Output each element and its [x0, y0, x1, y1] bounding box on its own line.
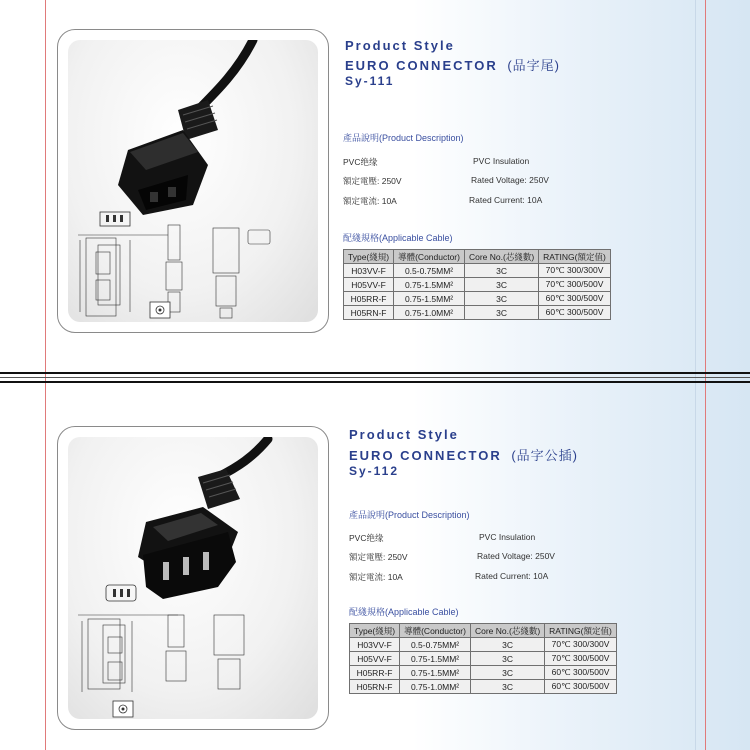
- table-cell: H05VV-F: [344, 278, 394, 292]
- left-margin-line: [45, 0, 46, 750]
- table-cell: 3C: [464, 292, 538, 306]
- product-name-cn: (品字尾): [507, 58, 561, 73]
- cable-spec-title: 配綫規格(Applicable Cable): [343, 233, 453, 243]
- table-cell: 0.75-1.0MM²: [400, 680, 471, 694]
- desc-row-en: Rated Voltage: 250V: [471, 175, 549, 185]
- table-row: [344, 264, 611, 278]
- table-row: [350, 652, 617, 666]
- cable-spec-table: [349, 623, 617, 694]
- female-connector-illustration: [68, 40, 318, 322]
- cable-spec-title: 配綫規格(Applicable Cable): [349, 607, 459, 617]
- right-inner-line: [695, 0, 696, 750]
- desc-row-cn: PVC绝缘: [349, 533, 384, 543]
- product-name: [345, 55, 560, 74]
- table-header-cell: Core No.(芯綫數): [464, 250, 538, 264]
- separator-top-rule: [0, 372, 750, 374]
- description-title: 產品說明(Product Description): [349, 510, 470, 520]
- product-name-cn: (品字公插): [511, 448, 579, 463]
- table-cell: H03VV-F: [350, 638, 400, 652]
- table-cell: 3C: [470, 666, 544, 680]
- model-number: Sy-112: [349, 464, 400, 478]
- separator-mid-rule: [0, 377, 750, 378]
- right-margin-line: [705, 0, 706, 750]
- table-cell: 70℃ 300/500V: [545, 652, 617, 666]
- male-connector-illustration: [68, 437, 318, 719]
- desc-row-en: PVC Insulation: [479, 532, 536, 542]
- desc-row-en: PVC Insulation: [473, 156, 530, 166]
- cable-spec-table: [343, 249, 611, 320]
- table-header-cell: RATING(額定值): [545, 624, 617, 638]
- table-cell: 0.75-1.5MM²: [394, 292, 465, 306]
- table-row: [344, 306, 611, 320]
- desc-row-en: Rated Current: 10A: [475, 571, 549, 581]
- table-cell: 3C: [464, 306, 538, 320]
- table-cell: 3C: [470, 680, 544, 694]
- model-number: Sy-111: [345, 74, 395, 88]
- product-style-heading: Product Style: [345, 38, 455, 53]
- table-row: [350, 638, 617, 652]
- desc-row-cn: 額定電流: 10A: [343, 196, 397, 206]
- table-row: [350, 680, 617, 694]
- desc-row-cn: 額定電流: 10A: [349, 572, 403, 582]
- desc-row-en: Rated Current: 10A: [469, 195, 543, 205]
- table-cell: 60℃ 300/500V: [545, 680, 617, 694]
- product-image-card: [57, 426, 329, 730]
- table-cell: H05VV-F: [350, 652, 400, 666]
- table-header-row: [344, 250, 611, 264]
- table-cell: 0.5-0.75MM²: [394, 264, 465, 278]
- table-cell: H05RR-F: [350, 666, 400, 680]
- table-cell: 70℃ 300/300V: [545, 638, 617, 652]
- table-cell: 3C: [464, 278, 538, 292]
- product-name-en: EURO CONNECTOR: [345, 58, 498, 73]
- table-cell: 0.5-0.75MM²: [400, 638, 471, 652]
- table-header-cell: 導體(Conductor): [394, 250, 465, 264]
- product-photo-frame: [68, 437, 318, 719]
- table-cell: 0.75-1.5MM²: [394, 278, 465, 292]
- product-image-card: [57, 29, 329, 333]
- product-style-heading: Product Style: [349, 427, 459, 442]
- table-cell: 0.75-1.5MM²: [400, 666, 471, 680]
- product-name: [349, 445, 578, 464]
- table-header-cell: Core No.(芯綫數): [470, 624, 544, 638]
- table-row: [344, 292, 611, 306]
- table-cell: 3C: [470, 652, 544, 666]
- description-title: 產品說明(Product Description): [343, 133, 464, 143]
- table-cell: 60℃ 300/500V: [545, 666, 617, 680]
- table-cell: 60℃ 300/500V: [539, 306, 611, 320]
- table-header-cell: RATING(額定值): [539, 250, 611, 264]
- table-cell: 0.75-1.5MM²: [400, 652, 471, 666]
- table-cell: 0.75-1.0MM²: [394, 306, 465, 320]
- table-row: [344, 278, 611, 292]
- table-header-row: [350, 624, 617, 638]
- desc-row-cn: 額定電壓: 250V: [349, 552, 408, 562]
- table-header-cell: Type(綫規): [350, 624, 400, 638]
- table-cell: H05RN-F: [344, 306, 394, 320]
- table-cell: 3C: [464, 264, 538, 278]
- table-cell: 3C: [470, 638, 544, 652]
- table-cell: H03VV-F: [344, 264, 394, 278]
- table-cell: H05RR-F: [344, 292, 394, 306]
- desc-row-en: Rated Voltage: 250V: [477, 551, 555, 561]
- separator-bottom-rule: [0, 381, 750, 383]
- desc-row-cn: 額定電壓: 250V: [343, 176, 402, 186]
- table-header-cell: Type(綫規): [344, 250, 394, 264]
- table-header-cell: 導體(Conductor): [400, 624, 471, 638]
- table-cell: 60℃ 300/500V: [539, 292, 611, 306]
- table-cell: 70℃ 300/300V: [539, 264, 611, 278]
- table-row: [350, 666, 617, 680]
- product-photo-frame: [68, 40, 318, 322]
- table-cell: H05RN-F: [350, 680, 400, 694]
- table-cell: 70℃ 300/500V: [539, 278, 611, 292]
- desc-row-cn: PVC绝缘: [343, 157, 378, 167]
- product-name-en: EURO CONNECTOR: [349, 448, 502, 463]
